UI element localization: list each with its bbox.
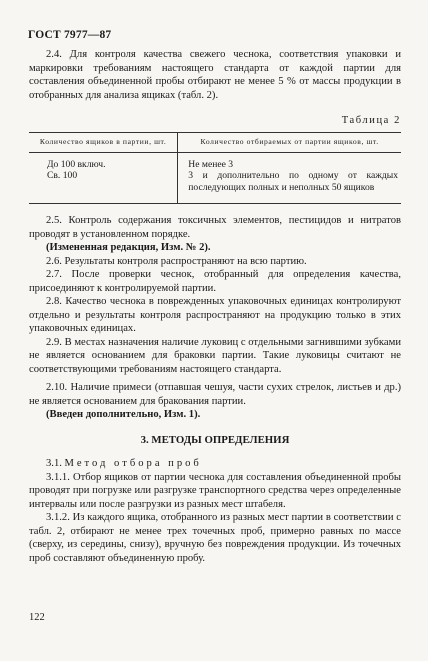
subsection-number: 3.1. [46,458,62,469]
paragraph: 2.9. В местах назначения наличие луковиц с отдельными загнившими зубками не является основанием для браковки партии. Такие луковицы считают не соответствующими требованиям настоящего стандарта. [29,336,401,375]
table-cell-sample-2: 3 и дополнительно по одному от каждых последующих полных и неполных 50 ящиков [188,170,398,193]
table-2 [29,132,401,205]
amendment-note: (Измененная редакция, Изм. № 2). [46,242,211,253]
subsection-title [29,457,401,471]
table-cell-lot-2: Св. 100 [47,170,78,181]
section-title: 3. МЕТОДЫ ОПРЕДЕЛЕНИЯ [140,433,290,446]
table-row [29,152,401,204]
table-col-header-sample: Количество отбираемых от партии ящиков, шт. [178,132,401,152]
paragraph: 2.5. Контроль содержания токсичных элементов, пестицидов и нитратов проводят в установленном порядке. [29,215,401,240]
table-col-header-lot: Количество ящиков в партии, шт. [29,132,178,152]
amendment-note: (Введен дополнительно, Изм. 1). [46,409,201,420]
paragraph-3-1-1: 3.1.1. Отбор ящиков от партии чеснока для составления объединенной пробы проводят при погрузке или разгрузке транспортного средства через определенные интервалы или после разгрузки из разных мест штабеля. [29,471,401,510]
table-cell-sample [178,152,401,204]
paragraph-2-4: 2.4. Для контроля качества свежего чеснока, соответствия упаковки и маркировки требованиям настоящего стандарта от каждой партии для составления объединенной пробы отбирают не менее 5 % от массы продукции в отобранных для анализа ящиках (табл. 2). [29,49,401,101]
paragraph: 2.7. После проверки чеснок, отобранный для определения качества, присоединяют к контролируемой партии. [29,269,401,294]
paragraph: 2.10. Наличие примеси (отпавшая чешуя, части сухих стрелок, листьев и др.) не является основанием для бракования партии. [29,382,401,407]
document-body [29,48,401,565]
page-number: 122 [29,612,45,623]
paragraph-3-1-2: 3.1.2. Из каждого ящика, отобранного из разных мест партии в соответствии с табл. 2, отбирают не менее трех точечных проб, примерно равных по массе (сверху, из середины, снизу), вручную без повреждения продукции. Из точечных проб составляют объединенную пробу. [29,512,401,564]
paragraph: 2.6. Результаты контроля распространяют на всю партию. [46,255,307,267]
table-cell-lot [29,152,178,204]
table-caption: Таблица 2 [341,115,401,126]
table-cell-lot-1: До 100 включ. [47,158,106,170]
doc-header: ГОСТ 7977—87 [28,29,112,41]
paragraphs-mid [29,214,401,422]
subsection-name: Метод отбора проб [64,458,202,469]
paragraph: 2.8. Качество чеснока в поврежденных упаковочных единицах контролируют отдельно и результаты контроля распространяют на продукцию только в этих упаковочных единицах. [29,296,401,334]
table-header-row [29,132,401,152]
table-cell-sample-1: Не менее 3 [188,158,234,170]
